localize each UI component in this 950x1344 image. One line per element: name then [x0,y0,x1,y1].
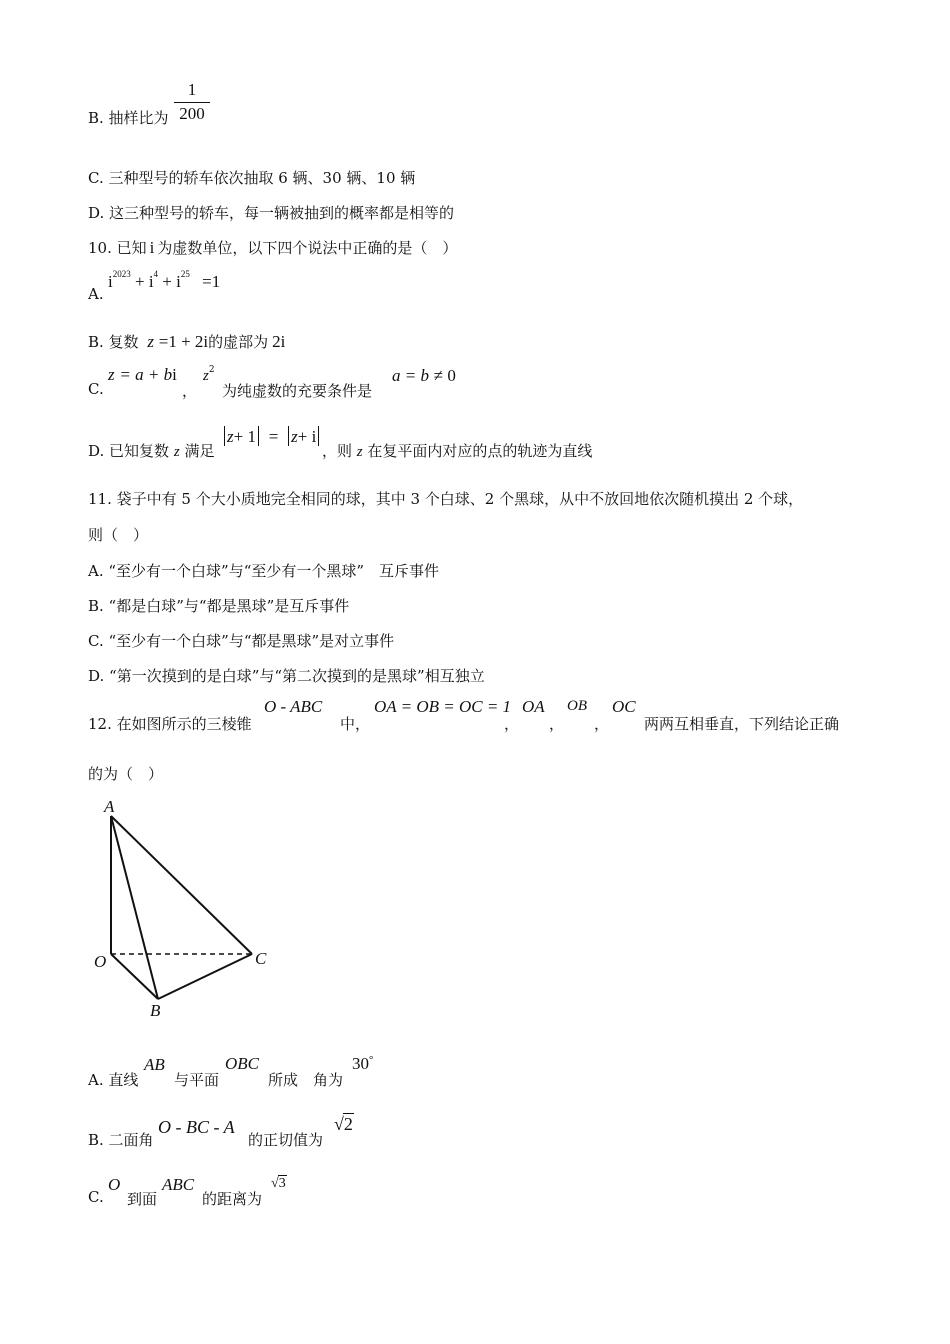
q11-stem-line1: 11. 袋子中有 5 个大小质地完全相同的球，其中 3 个白球、2 个黑球，从中不放回地依次随机摸出 2 个球， [88,490,804,508]
q12-option-a-label: A. 直线 [88,1071,139,1089]
q12-option-a-tail: 所成 角为 [268,1071,344,1089]
q12-option-c-o: O [108,1175,121,1194]
q12-comma: ， [594,715,610,733]
q10-option-c-label: C. [88,380,104,398]
fraction-denominator: 200 [179,104,205,123]
q12-option-c-abc: ABC [162,1175,195,1194]
q10-option-c-z2: $z^2$ [203,365,215,384]
vertex-label-b: B [150,1001,161,1020]
q10-option-a-label: A. [88,285,104,303]
q12-pyramid-figure [88,792,288,1024]
q12-oa: OA [522,697,545,716]
q12-option-a-ab: AB [144,1055,165,1074]
vertex-label-c: C [255,949,267,968]
radical-sign: √ [271,1176,279,1191]
q10-option-c-text: 为纯虚数的充要条件是 [222,382,373,400]
q10-option-c-expr: z = a + bi [108,365,177,384]
q12-stem-a: 12. 在如图所示的三棱锥 [88,715,252,733]
q12-option-c-label: C. [88,1188,104,1206]
q12-ob: OB [567,698,587,714]
q10-option-c-comma: ， [182,382,198,400]
abs-bar [288,426,289,446]
q10-option-a-expr: $i^{2023} + i^4 + i^{25} =1$ [108,269,221,291]
q12-option-b-label: B. 二面角 [88,1131,154,1149]
q12-option-a-obc: OBC [225,1054,259,1073]
radical-sign: √ [334,1114,344,1134]
vertex-label-o: O [94,952,107,971]
q10-option-c-condition: a = b ≠ 0 [392,366,456,385]
q12-option-a-angle: 30° [352,1054,374,1073]
q12-option-b-sqrt2: √2 [334,1114,353,1134]
q11-stem-line2: 则（ ） [88,526,149,544]
q12-option-b-mid: 的正切值为 [248,1131,324,1149]
q12-option-c-tail: 的距离为 [202,1190,263,1208]
abs-bar [318,426,319,446]
abs-bar [224,426,225,446]
q11-option-a: A. “至少有一个白球”与“至少有一个黑球” 互斥事件 [88,562,440,580]
q10-option-d-tail: ，则 z 在复平面内对应的点的轨迹为直线 [322,442,593,460]
q12-comma: ， [504,715,520,733]
edge-ab [111,816,158,999]
q12-pyramid: O - ABC [264,697,323,716]
q12-oc: OC [612,697,636,716]
q12-option-c-sqrt3: √3 [271,1176,286,1191]
q12-option-c-mid: 到面 [127,1190,158,1208]
q11-option-d: D. “第一次摸到的是白球”与“第二次摸到的是黑球”相互独立 [88,667,485,685]
q10-option-b: B. 复数 z =1 + 2i的虚部为 2i [88,332,286,351]
vertex-label-a: A [104,797,115,816]
q10-stem: 10. 已知 i 为虚数单位，以下四个说法中正确的是（ ） [88,238,458,257]
fraction-numerator: 1 [174,80,210,103]
abs-bar [258,426,259,446]
q9-option-b-label: B. 抽样比为 [88,109,169,127]
q12-comma: ， [549,715,565,733]
q10-option-d: D. 已知复数 z 满足 [88,442,215,460]
q9-option-c: C. 三种型号的轿车依次抽取 6 辆、30 辆、10 辆 [88,169,416,187]
q12-equal-lengths: OA = OB = OC = 1 [374,697,512,716]
q11-option-c: C. “至少有一个白球”与“都是黑球”是对立事件 [88,632,395,650]
edge-ac [111,816,252,954]
q10-option-d-equation: z+ 1 = z+ i [222,426,321,447]
q12-option-b-expr: O - BC - A [158,1117,235,1137]
q11-option-b: B. “都是白球”与“都是黑球”是互斥事件 [88,597,350,615]
edge-bc [158,954,252,999]
q9-option-b-fraction [174,80,210,124]
q12-option-a-mid: 与平面 [174,1071,220,1089]
edge-ob [111,954,158,999]
q9-option-d: D. 这三种型号的轿车，每一辆被抽到的概率都是相等的 [88,204,455,222]
q12-stem-line2: 的为（ ） [88,765,164,783]
q12-stem-c: 两两互相垂直，下列结论正确 [644,715,840,733]
q12-stem-b: 中， [340,715,371,733]
